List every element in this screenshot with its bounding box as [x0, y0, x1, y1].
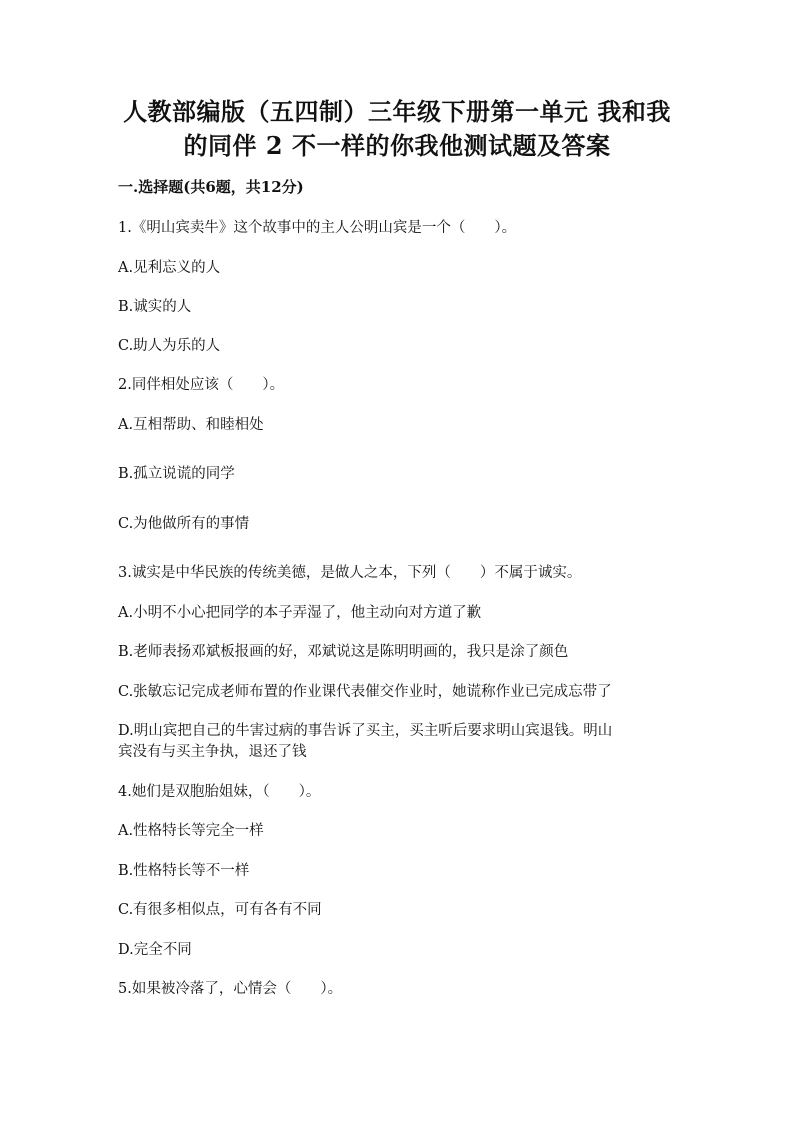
question-3-option-d: D.明山宾把自己的牛害过病的事告诉了买主，买主听后要求明山宾退钱。明山 — [118, 723, 613, 739]
question-1-stem: 1.《明山宾卖牛》这个故事中的主人公明山宾是一个（ ）。 — [118, 220, 517, 236]
question-1-option-c: C.助人为乐的人 — [118, 338, 221, 354]
question-3-option-c: C.张敏忘记完成老师布置的作业课代表催交作业时，她谎称作业已完成忘带了 — [118, 684, 612, 700]
question-1-option-a: A.见利忘义的人 — [118, 260, 221, 276]
question-4-option-c: C.有很多相似点，可有各有不同 — [118, 902, 322, 918]
document-title-line-2: 的同伴 2 不一样的你我他测试题及答案 — [183, 131, 611, 160]
question-3-option-b: B.老师表扬邓斌板报画的好，邓斌说这是陈明明画的，我只是涂了颜色 — [118, 644, 569, 660]
question-3-option-a: A.小明不小心把同学的本子弄湿了，他主动向对方道了歉 — [118, 605, 482, 621]
question-2-option-c: C.为他做所有的事情 — [118, 516, 250, 532]
question-2-option-b: B.孤立说谎的同学 — [118, 466, 235, 482]
section-heading: 一.选择题(共6题，共12分) — [118, 178, 304, 196]
question-2-option-a: A.互相帮助、和睦相处 — [118, 417, 264, 433]
question-3-option-d-continued: 宾没有与买主争执，退还了钱 — [118, 744, 307, 760]
question-4-stem: 4.她们是双胞胎姐妹，（ ）。 — [118, 784, 321, 800]
question-1-option-b: B.诚实的人 — [118, 299, 192, 315]
question-2-stem: 2.同伴相处应该（ ）。 — [118, 377, 285, 393]
question-4-option-b: B.性格特长等不一样 — [118, 863, 250, 879]
question-3-stem: 3.诚实是中华民族的传统美德，是做人之本，下列（ ）不属于诚实。 — [118, 565, 582, 581]
document-title-line-1: 人教部编版（五四制）三年级下册第一单元 我和我 — [123, 97, 671, 126]
question-4-option-a: A.性格特长等完全一样 — [118, 823, 264, 839]
question-4-option-d: D.完全不同 — [118, 942, 192, 958]
question-5-stem: 5.如果被冷落了，心情会（ ）。 — [118, 981, 343, 997]
